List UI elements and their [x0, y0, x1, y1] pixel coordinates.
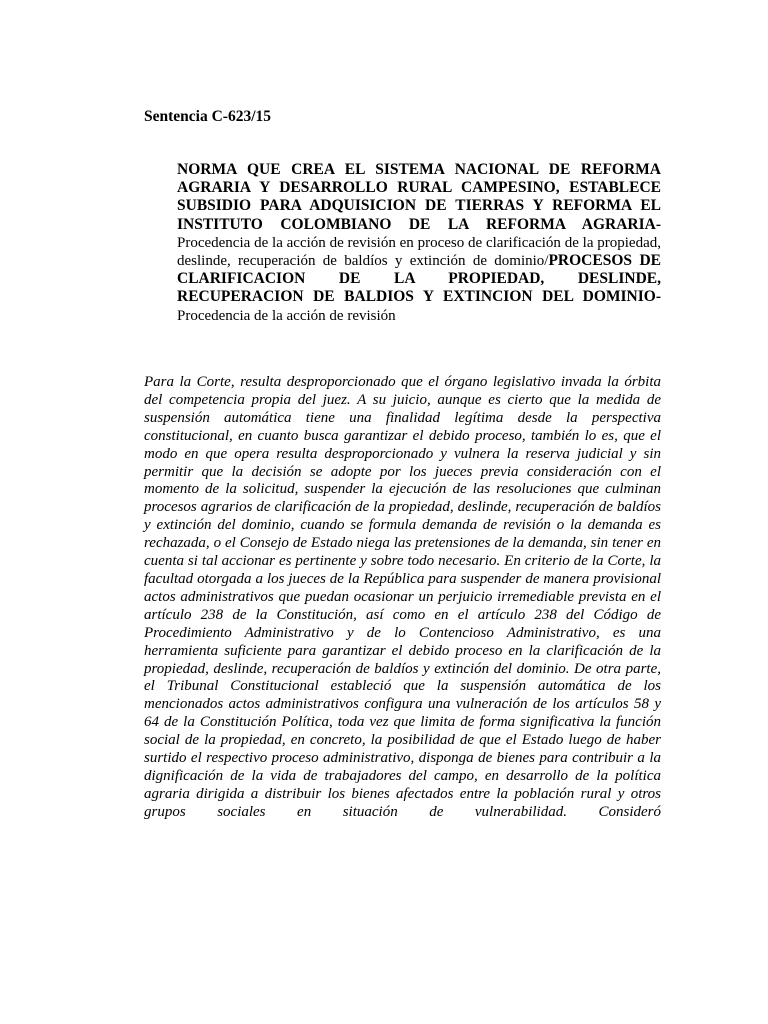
document-title: Sentencia C-623/15	[144, 108, 272, 125]
summary-text-1: Procedencia de la acción de revisión en proceso de clarificación de la propiedad, deslinde, recuperación de baldíos y extinción de dominio/	[177, 234, 661, 270]
summary-paragraph	[177, 161, 661, 325]
summary-heading-2: PROCESOS DE CLARIFICACION DE LA PROPIEDAD, DESLINDE, RECUPERACION DE BALDIOS Y EXTINCION DEL DOMINIO-	[177, 252, 661, 306]
summary-heading-1: NORMA QUE CREA EL SISTEMA NACIONAL DE REFORMA AGRARIA Y DESARROLLO RURAL CAMPESINO, ESTABLECE SUBSIDIO PARA ADQUISICION DE TIERRAS Y REFORMA EL INSTITUTO COLOMBIANO DE LA REFORMA AGRARIA-	[177, 161, 661, 233]
body-paragraph: Para la Corte, resulta desproporcionado que el órgano legislativo invada la órbita del competencia propia del juez. A su juicio, aunque es cierto que la medida de suspensión automática tiene una finalidad legítima desde la perspectiva constitucional, en cuanto busca garantizar el debido proceso, también lo es, que el modo en que opera resulta desproporcionado y vulnera la reserva judicial y sin permitir que la decisión se adopte por los jueces previa consideración con el momento de la solicitud, suspender la ejecución de las resoluciones que culminan procesos agrarios de clarificación de la propiedad, deslinde, recuperación de baldíos y extinción del dominio, cuando se formula demanda de revisión o la demanda es rechazada, o el Consejo de Estado niega las pretensiones de la demanda, sin tener en cuenta si tal accionar es pertinente y sobre todo necesario. En criterio de la Corte, la facultad otorgada a los jueces de la República para suspender de manera provisional actos administrativos que puedan ocasionar un perjuicio irremediable prevista en el artículo 238 de la Constitución, así como en el artículo 238 del Código de Procedimiento Administrativo y de lo Contencioso Administrativo, es una herramienta suficiente para garantizar el debido proceso en la clarificación de la propiedad, deslinde, recuperación de baldíos y extinción del dominio. De otra parte, el Tribunal Constitucional estableció que la suspensión automática de los mencionados actos administrativos configura una vulneración de los artículos 58 y 64 de la Constitución Política, toda vez que limita de forma significativa la función social de la propiedad, en concreto, la posibilidad de que el Estado luego de haber surtido el respectivo proceso administrativo, disponga de bienes para contribuir a la dignificación de la vida de trabajadores del campo, en desarrollo de la política agraria dirigida a distribuir los bienes afectados entre la población rural y otros grupos sociales en situación de vulnerabilidad. Consideró	[144, 374, 661, 820]
summary-text-2: Procedencia de la acción de revisión	[177, 307, 396, 324]
